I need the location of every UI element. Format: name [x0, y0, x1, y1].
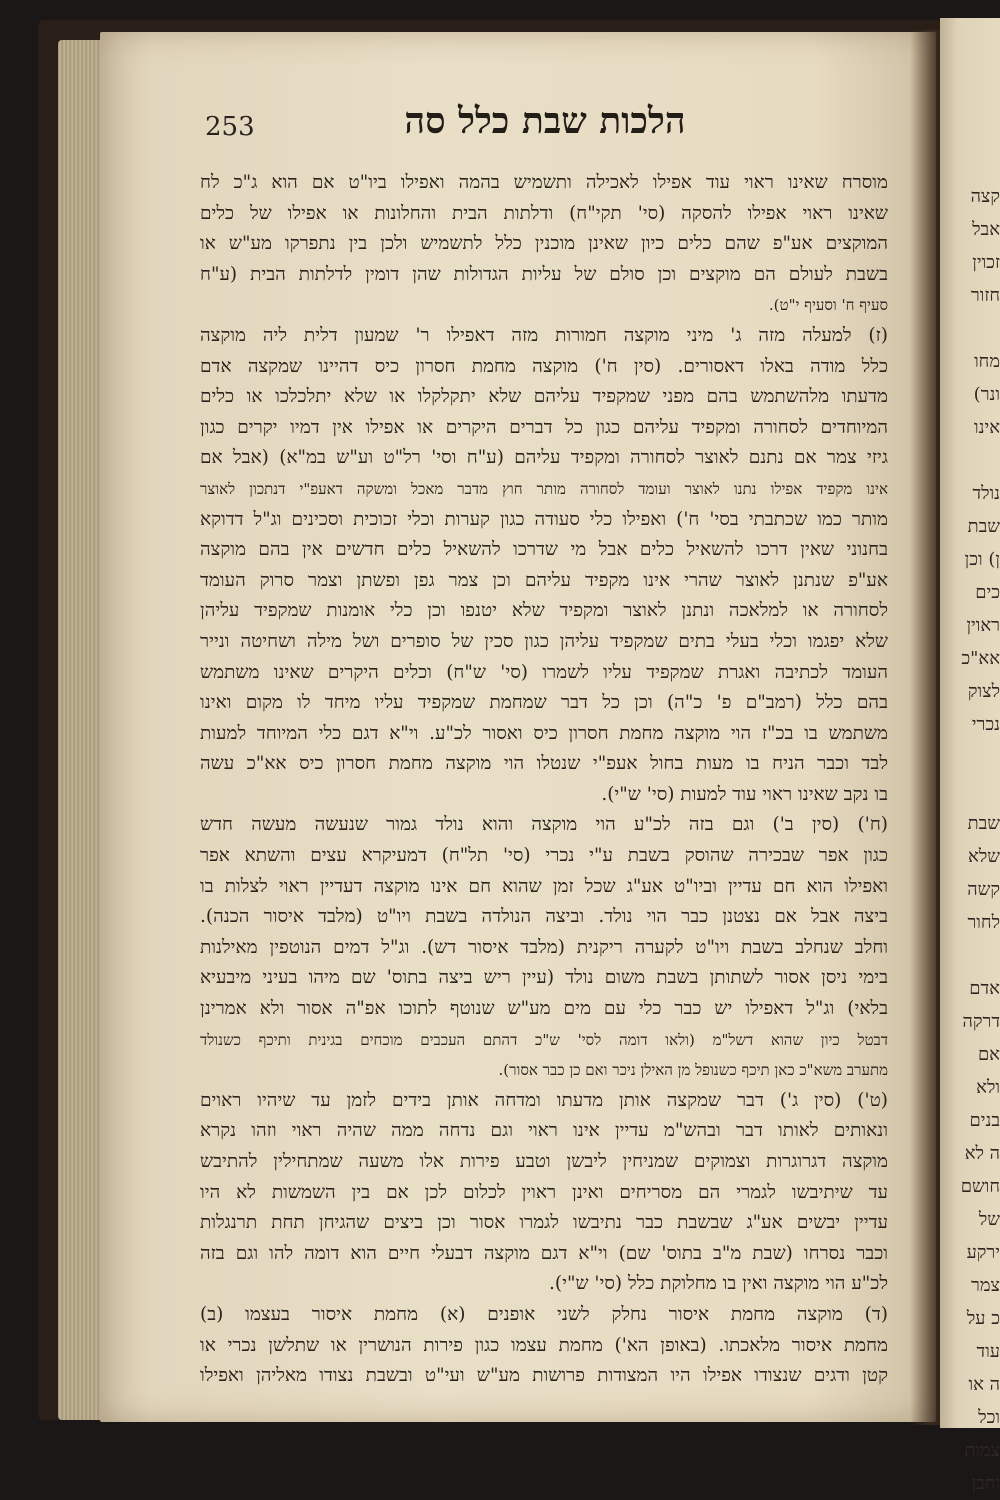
text-line: העומד לכתיבה ואגרת שמקפיד עליו לשמרו (סי' ש"ח) וכלים היקרים שאינו משתמש [200, 661, 888, 683]
text-line: לבד וכבר הניח בו מעות בחול אעפ"י שנטלו הוי מוקצה מחמת חסרון כיס אא"כ עשה [200, 753, 888, 775]
text-line: קטן ודגים שנצודו אפילו היו המצודות פרושות מע"ש ועי"ט ובשבת נצודו מאליהן ואפילו [200, 1365, 888, 1387]
text-line: בחנוני שאין דרכו להשאיל כלים אבל מי שדרכו להשאיל כלים חדשים אין בהם מוקצה [200, 539, 888, 561]
text-line: עדיין יבשים אע"ג שבשבת כבר נתיבשו לגמרו אסור וכן ביצים שהגיחן תחת תרנגלות [200, 1212, 888, 1234]
running-title: הלכות שבת כלל סה [404, 100, 686, 142]
facing-text-line: לצוק [967, 681, 1000, 702]
facing-text-line: אא"כ [961, 648, 1000, 669]
text-line: אע"פ שנתנן לאוצר שהרי אינו מקפיד עליהם וכן צמר גפן ופשתן וצמר סרוק העומד [200, 569, 888, 591]
facing-text-line: צמר [971, 1275, 1000, 1296]
facing-text-line: שבת [967, 813, 1000, 834]
facing-text-line: וכל [978, 1407, 1000, 1428]
facing-text-line: ולא [976, 1077, 1000, 1098]
text-line: מוקצה דגרוגרות וצמוקים שמניחין ליבשן וטבע פירות אלו משעה שמתחילין להתיבש [200, 1151, 888, 1172]
facing-text-line [955, 774, 1000, 807]
text-line: שאינו ראוי אפילו להסקה (סי' תקי"ח) ודלתות הבית והחלונות או אפילו של כלים [200, 202, 888, 224]
text-line: המוקצים אע"פ שהם כלים כיון שאינן מוכנין כלל לתשמיש ולכן בין נתפרקו מע"ש או [200, 233, 888, 255]
facing-text-line [955, 939, 1000, 972]
text-line: (ח') (סין ב') וגם בזה לכ"ע הוי מוקצה והוא נולד גמור שנעשה מעשה חדש [200, 814, 888, 836]
text-line: כגון אפר שבכירה שהוסק בשבת ע"י נכרי (סי' תל"ח) דמעיקרא עצים והשתא אפר [200, 845, 888, 867]
facing-text-line [955, 741, 1000, 774]
facing-text-line: חושם [960, 1176, 1000, 1197]
book-gutter [910, 30, 944, 1425]
text-line: ואפילו הוא חם עדיין וביו"ט אע"ג שכל זמן שהוא חם אינו מוקצה דעדיין ראוי לצלות בו [200, 875, 888, 897]
facing-text-line: זכוין [972, 252, 1000, 273]
text-line: המיוחדים לסחורה ומקפיד עליהם כגון כל דברים היקרים או אפילו אין דמיו יקרים כגון [200, 416, 888, 438]
facing-text-line: נכרי [971, 714, 1000, 735]
facing-text-line: לחור [967, 912, 1000, 933]
facing-text-line: וחבן [971, 1473, 1000, 1494]
page-body [200, 168, 888, 1392]
facing-text-line: אדם [969, 978, 1000, 999]
facing-text-line: ראוין [966, 615, 1000, 636]
facing-text-line: עוד [976, 1341, 1000, 1362]
text-line: משתמש בו בכ"ז הוי מוקצה מחמת חסרון כיס ואסור לכ"ע. וי"א דגם כלי המיוחד למעות [200, 722, 888, 744]
facing-text-line: כ על [966, 1308, 1000, 1329]
text-line: מותר כמו שכתבתי בסי' ח') ואפילו כלי סעודה כגון קערות וכלי זכוכית וסכינים וג"ל דדוקא [200, 508, 888, 530]
facing-text-line: ה לא [964, 1143, 1000, 1164]
text-line: עד שיתיבשו לגמרי הם מסריחים ואינן ראוין לכלום לכן אם בין השמשות לא היו [200, 1181, 888, 1203]
text-line: בהם כלל (רמב"ם פ' כ"ה) וכן כל דבר שמחמת שמקפיד עליו מיחד לו מקום ואינו [200, 692, 888, 714]
facing-text-line: קצה [970, 186, 1000, 207]
facing-text-line: אבל [972, 219, 1000, 240]
text-line: (ד) מוקצה מחמת איסור נחלק לשני אופנים (א) מחמת איסור בעצמו (ב) [200, 1303, 888, 1325]
text-line: שלא יפגמו וכלי בעלי בתים שמקפיד עליהן כגון סכין של סופרים ושל מילה ושחיטה ונייר [200, 630, 888, 652]
text-line: בו נקב שאינו ראוי עוד למעות (סי' ש"י). [601, 783, 888, 805]
text-line: לסחורה או למלאכה ונתנן לאוצר ומקפיד שלא יטנפו וכן כלי אומנות שמקפיד עליהן [200, 600, 888, 622]
text-line: סעיף ח' וסעיף י"ט). [768, 296, 888, 315]
text-line: ונאותים לאותו דבר ובהש"מ עדיין אינו ראוי וגם נדחה ממה שהיה ראוי וזהו נקרא [200, 1120, 888, 1142]
facing-text-line: צמות [964, 1440, 1000, 1461]
facing-text-line: ירקע [966, 1242, 1000, 1263]
text-line: לכ"ע הוי מוקצה ואין בו מחלוקת כלל (סי' ש"י). [549, 1273, 888, 1295]
text-line: אינו מקפיד אפילו נתנו לאוצר ועומד לסחורה מותר חוץ מדבר מאכל ומשקה דאעפ"י דנתכון לאוצר [200, 479, 888, 498]
text-line: דבטל כיון שהוא דשל"מ (ולאו דומה לסי' ש"כ דהתם העכבים מוכחים בגינית ותיכף כשנולד [200, 1030, 888, 1049]
page-number: 253 [205, 112, 255, 142]
facing-page-text [955, 180, 1000, 1500]
facing-text-line: ן) וכן [964, 549, 1000, 570]
text-line: בלאי) וג"ל דאפילו יש כבר כלי עם מים מע"ש שנוטף לתוכו אפ"ה אסור ולא אמרינן [200, 998, 888, 1020]
text-line: ביצה אבל אם נצטנן כבר הוי נולד. וביצה הנולדה בשבת ויו"ט (מלבד איסור הכנה). [200, 906, 888, 928]
facing-text-line: בנים [969, 1110, 1000, 1131]
facing-text-line: כים [975, 582, 1000, 603]
text-line: וכבר נסרחו (שבת מ"ב בתוס' שם) וי"א דגם מוקצה דבעלי חיים הוא דומה להו וגם בזה [200, 1242, 888, 1264]
facing-text-line: נולד [972, 483, 1000, 504]
text-line: מתערב משא"כ כאן תיכף כשנופל מן האילן ניכר ואם כן כבר אסור). [498, 1061, 888, 1080]
facing-text-line: שבת [967, 516, 1000, 537]
text-line: בשבת לעולם הם מוקצים וכן סולם של עליות הגדולות שהן דומין לדלתות הבית (ע"ח [200, 263, 888, 285]
text-line: (ז) למעלה מזה ג' מיני מוקצה חמורות מזה דאפילו ר' שמעון דלית ליה מוקצה [200, 324, 888, 346]
text-line: (ט') (סין ג') דבר שמקצה אותן מדעתו ומדחה אותן בידים לזמן עד שיהיו ראוים [200, 1089, 888, 1111]
facing-text-line: של [978, 1209, 1000, 1230]
facing-text-line: שלא [968, 846, 1000, 867]
facing-text-line: דרקה [962, 1011, 1000, 1032]
text-line: מדעתו מלהשתמש בהם מפני שמקפיד עליהם שלא יתקלקלו או שלא יתלכלכו או כלים [200, 386, 888, 408]
text-line: בימי ניסן אסור לשתותן בשבת משום נולד (עיין ריש ביצה בתוס' שם מיהו בעיני מיבעיא [200, 967, 888, 989]
text-line: כלל מודה באלו דאסורים. (סין ח') מוקצה מחמת חסרון כיס דהיינו שמקצה אדם [200, 355, 888, 377]
text-line: מחמת איסור מלאכתו. (באופן הא') מחמת עצמו כגון פירות הנושרין או שתלשן נכרי או [200, 1334, 888, 1356]
facing-text-line: אם [977, 1044, 1000, 1065]
facing-text-line: חזור [970, 285, 1000, 306]
facing-text-line: קשה [967, 879, 1000, 900]
facing-text-line: מחו [974, 351, 1000, 372]
text-line: גיזי צמר אם נתנם לאוצר לסחורה ומקפיד עליהם (ע"ח וסי' רל"ט וע"ש במ"א) (אבל אם [200, 447, 888, 469]
facing-text-line: ונר) [973, 384, 1000, 405]
facing-text-line: אינו [974, 417, 1000, 438]
facing-text-line: ה או [968, 1374, 1000, 1395]
facing-text-line [955, 444, 1000, 477]
text-line: וחלב שנחלב בשבת ויו"ט לקערה ריקנית (מלבד איסור דש). וג"ל דמים הנוטפין מאילנות [200, 936, 888, 958]
text-line: מוסרח שאינו ראוי עוד אפילו לאכילה ותשמיש בהמה ואפילו ביו"ט אם הוא ג"כ לח [200, 172, 888, 193]
facing-text-line [955, 312, 1000, 345]
